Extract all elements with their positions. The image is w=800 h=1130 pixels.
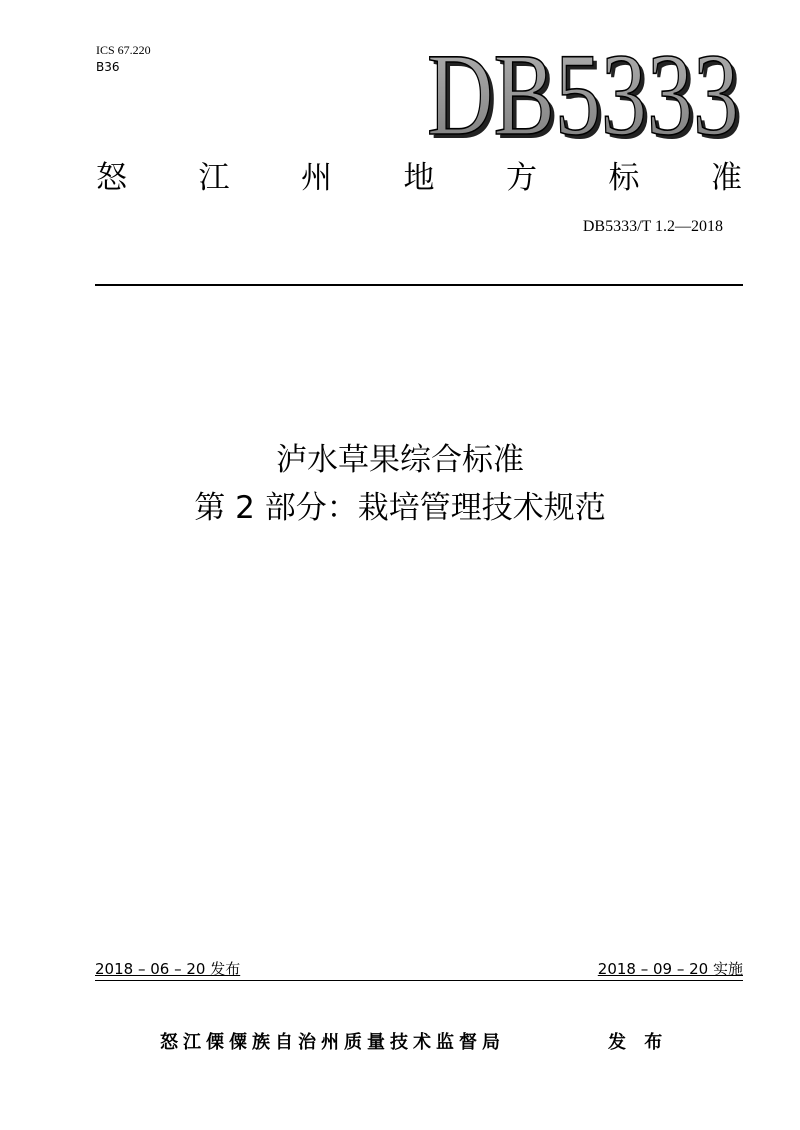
document-title: 泸水草果综合标准 bbox=[276, 442, 524, 478]
ics-code: ICS 67.220 bbox=[96, 43, 151, 57]
classification-codes bbox=[96, 42, 151, 76]
db-logo-text: DB5333 bbox=[427, 38, 739, 144]
standard-category-char: 江 bbox=[198, 160, 230, 196]
header-divider bbox=[95, 284, 743, 286]
publish-date: 2018 – 06 – 20 发布 bbox=[95, 960, 241, 978]
ccs-code: B36 bbox=[96, 60, 120, 74]
standard-category-char: 准 bbox=[711, 160, 742, 196]
document-subtitle: 第 2 部分：栽培管理技术规范 bbox=[194, 490, 606, 526]
standard-category-char: 方 bbox=[506, 160, 537, 196]
date-line bbox=[95, 958, 743, 981]
standard-category-char: 怒 bbox=[96, 160, 127, 196]
db-logo bbox=[425, 38, 747, 144]
standard-category-char: 州 bbox=[301, 160, 332, 196]
db-logo-shadow: DB5333 bbox=[431, 38, 743, 144]
standard-category-char: 标 bbox=[608, 160, 640, 196]
standard-category-char: 地 bbox=[403, 160, 435, 196]
implement-date: 2018 – 09 – 20 实施 bbox=[597, 960, 743, 978]
standard-number: DB5333/T 1.2—2018 bbox=[582, 218, 723, 235]
issue-label: 发 布 bbox=[608, 1032, 669, 1053]
standard-category bbox=[96, 158, 742, 198]
issuing-authority: 怒江傈僳族自治州质量技术监督局 bbox=[160, 1032, 505, 1053]
